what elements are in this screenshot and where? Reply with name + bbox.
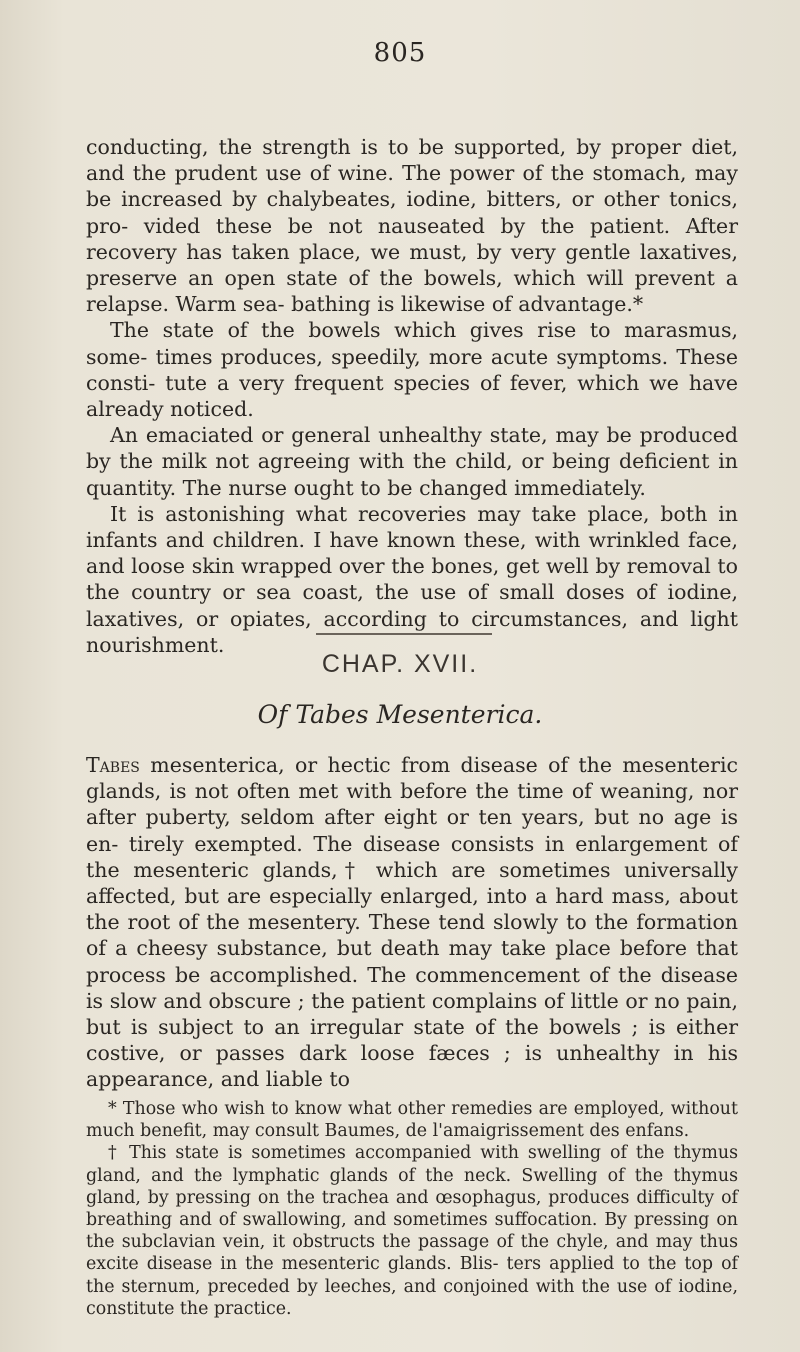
- paragraph: An emaciated or general unhealthy state, may be produced by the milk not agreeing with the child, or being deficient in quantity. The nurse ought to be changed immediately.: [86, 423, 738, 500]
- lead-word: Tabes: [86, 753, 140, 777]
- paragraph: It is astonishing what recoveries may take place, both in infants and children. I have known these, with wrinkled face, and loose skin wrapped over the bones, get well by removal to the country or sea coast, the use of small doses of iodine, laxatives, or opiates, according to circumstances, and light nourishment.: [86, 501, 738, 657]
- section-divider: [316, 633, 492, 635]
- paragraph: The state of the bowels which gives rise to marasmus, some- times produces, speedily, more acute symptoms. These consti- tute a very frequent species of fever, which we have already noticed.: [86, 318, 738, 422]
- chapter-text: [86, 752, 738, 1093]
- chapter-heading: CHAP. XVII.: [321, 650, 479, 678]
- footnotes: [86, 1098, 738, 1320]
- page-number: 805: [373, 38, 427, 68]
- chapter-subtitle: Of Tabes Mesenterica.: [257, 700, 543, 729]
- paragraph: conducting, the strength is to be supported, by proper diet, and the prudent use of wine. The power of the stomach, may be increased by chalybeates, iodine, bitters, or other tonics, pro- vided these be not nauseated by the patient. After recovery has taken place, we must, by very gentle laxatives, preserve an open state of the bowels, which will prevent a relapse. Warm sea- bathing is likewise of advantage.*: [86, 135, 738, 317]
- paragraph-body: mesenterica, or hectic from disease of the mesenteric glands, is not often met with before the time of weaning, nor after puberty, seldom after eight or ten years, but no age is en- tirely exempted. The disease consists in enlargement of the mesenteric glands,† which are sometimes universally affected, but are especially enlarged, into a hard mass, about the root of the mesentery. These tend slowly to the formation of a cheesy substance, but death may take place before that process be accomplished. The commencement of the disease is slow and obscure ; the patient complains of little or no pain, but is subject to an irregular state of the bowels ; is either costive, or passes dark loose fæces ; is unhealthy in his appearance, and liable to: [86, 753, 738, 1092]
- main-text-top: [86, 134, 738, 658]
- paragraph: [86, 752, 738, 1093]
- footnote: † This state is sometimes accompanied with swelling of the thymus gland, and the lymphatic glands of the neck. Swelling of the thymus gland, by pressing on the trachea and œsophagus, produces difficulty of breathing and of swallowing, and sometimes suffocation. By pressing on the subclavian vein, it obstructs the passage of the chyle, and may thus excite disease in the mesenteric glands. Blis- ters applied to the top of the sternum, preceded by leeches, and conjoined with the use of iodine, constitute the practice.: [86, 1143, 738, 1319]
- footnote: * Those who wish to know what other remedies are employed, without much benefit, may consult Baumes, de l'amaigrissement des enfans.: [86, 1099, 738, 1142]
